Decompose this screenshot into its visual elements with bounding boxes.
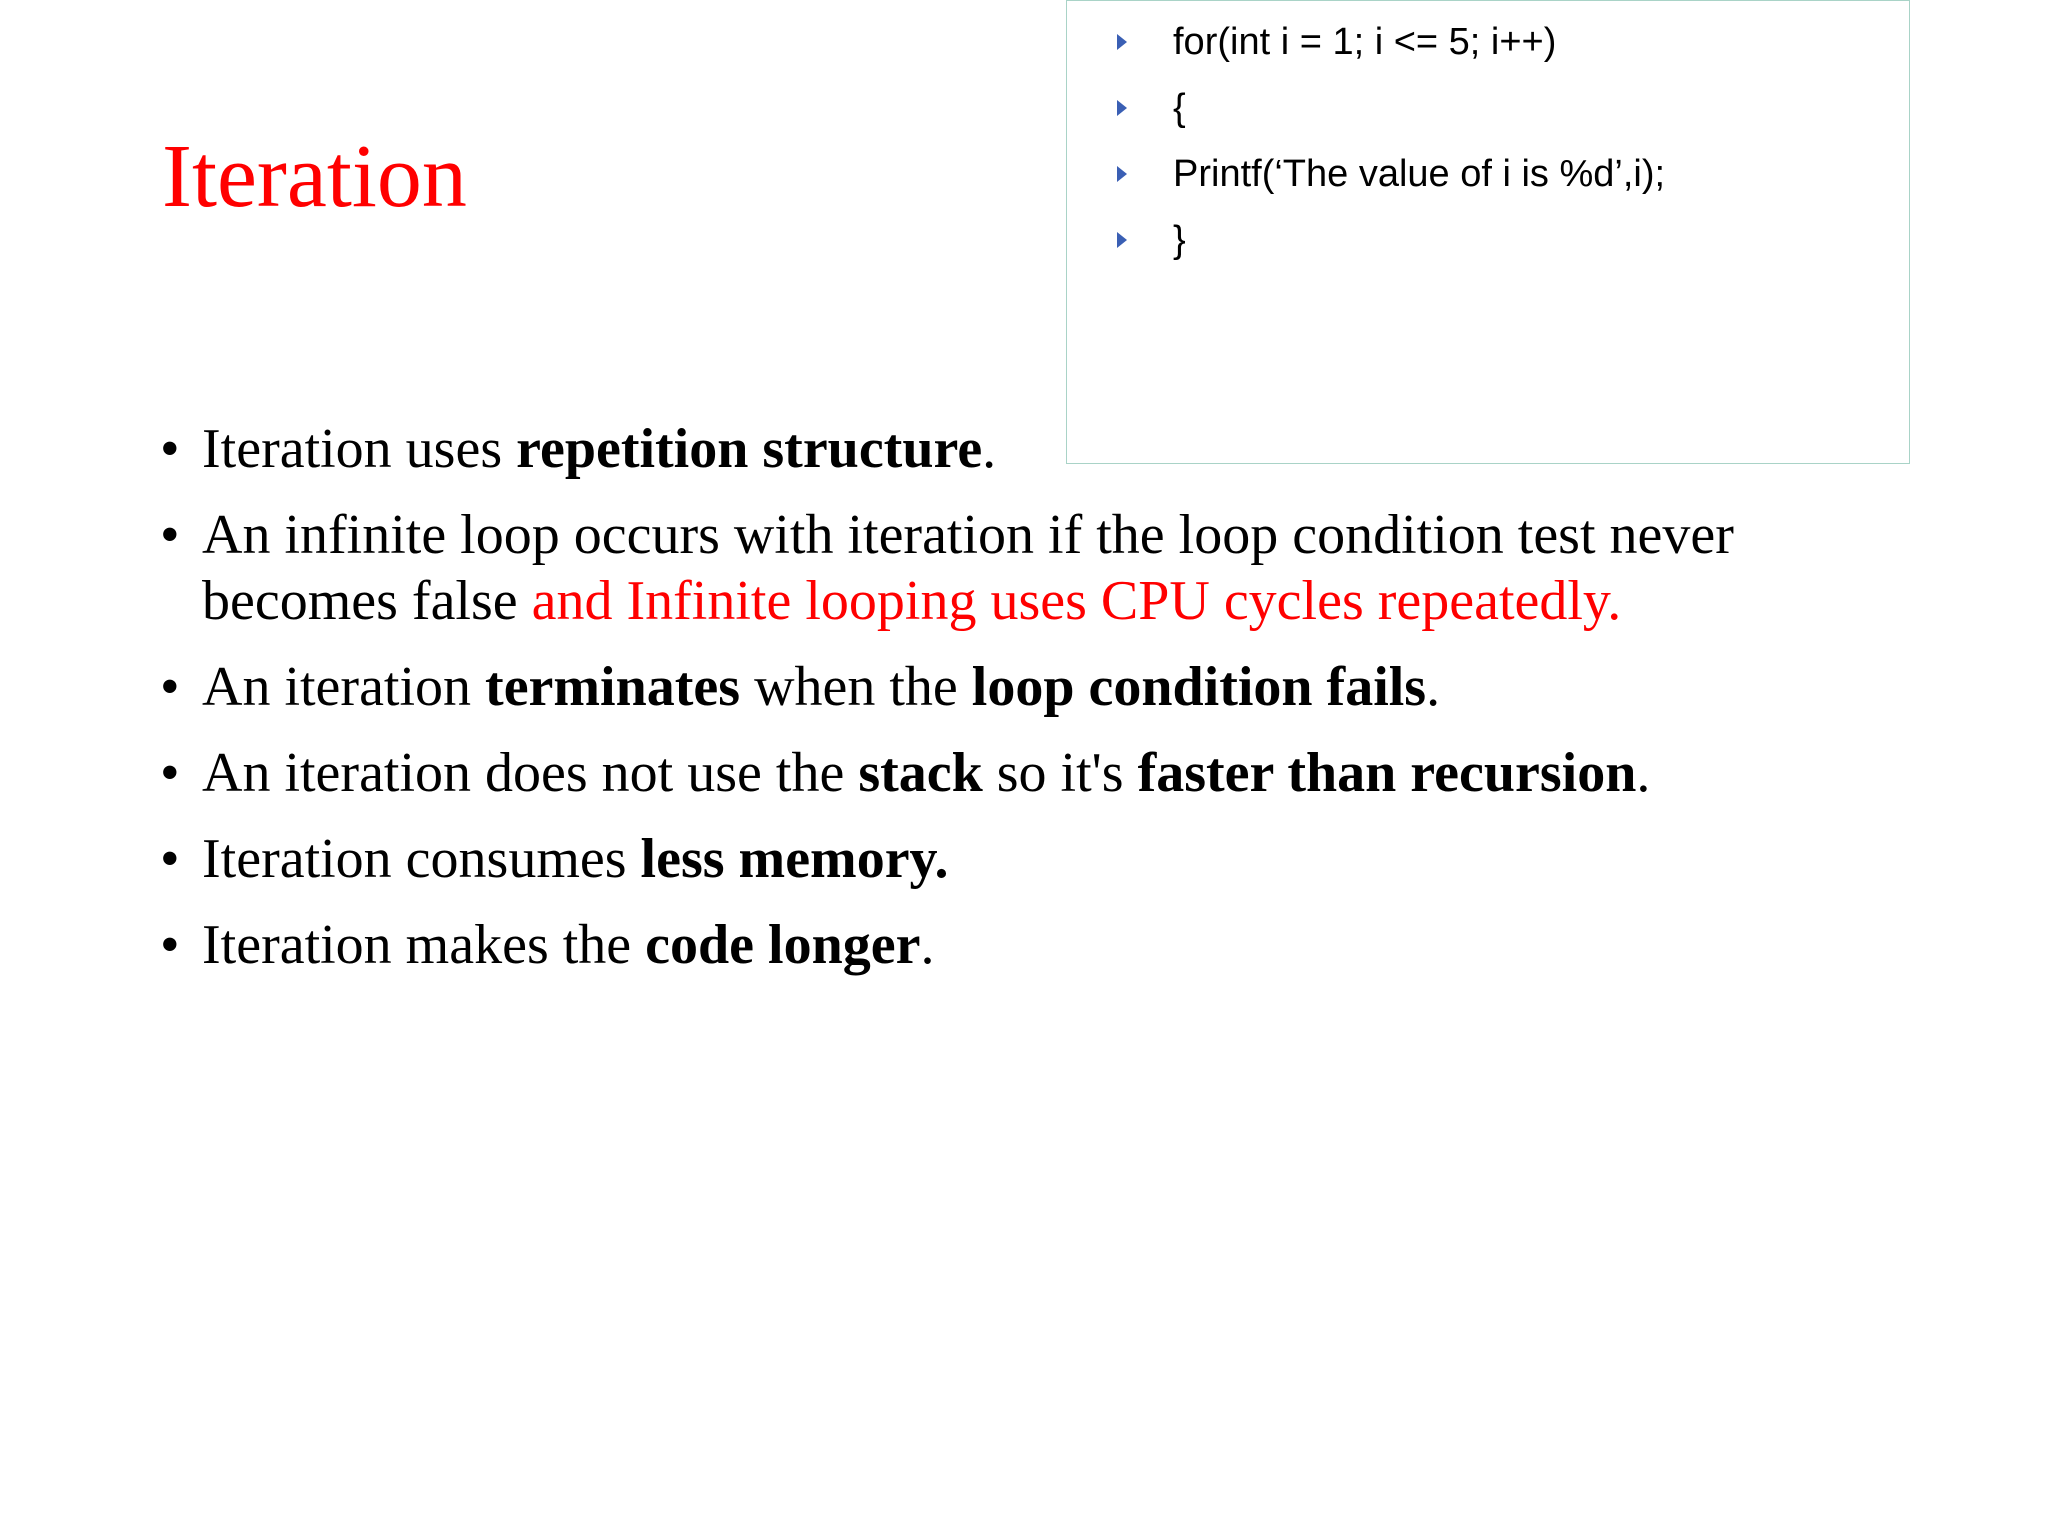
bullet-dot: •: [160, 656, 180, 718]
bullet-item: [160, 416, 1920, 482]
code-line: [1117, 141, 1665, 207]
triangle-right-icon: [1117, 100, 1127, 116]
bullet-text: .: [920, 914, 935, 976]
bullet-text: An iteration does not use the: [202, 742, 859, 804]
bullet-text: .: [1636, 742, 1651, 804]
bullet-dot: •: [160, 828, 180, 890]
triangle-right-icon: [1117, 166, 1127, 182]
code-line: [1117, 75, 1186, 141]
bullet-dot: •: [160, 914, 180, 976]
bullet-text: Iteration uses: [202, 418, 517, 480]
code-line-text: Printf(‘The value of i is %d’,i);: [1173, 152, 1666, 195]
bullet-emphasis: terminates: [485, 656, 741, 718]
code-line: [1117, 207, 1186, 273]
code-line-text: for(int i = 1; i <= 5; i++): [1173, 20, 1557, 63]
bullet-text: An infinite loop occurs with iteration if the loop condition test never becomes false: [202, 504, 1734, 632]
triangle-right-icon: [1117, 34, 1127, 50]
slide-title: Iteration: [162, 127, 467, 226]
bullet-text: .: [982, 418, 997, 480]
bullet-text: An iteration: [202, 656, 486, 718]
bullet-text: .: [1426, 656, 1441, 718]
bullet-text: when the: [740, 656, 972, 718]
bullet-dot: •: [160, 504, 180, 566]
bullet-text: so it's: [982, 742, 1138, 804]
code-line-text: }: [1173, 218, 1186, 261]
bullet-text: Iteration makes the: [202, 914, 646, 976]
triangle-right-icon: [1117, 232, 1127, 248]
bullet-item: [160, 502, 1920, 634]
bullet-emphasis: faster than recursion: [1137, 742, 1637, 804]
bullet-emphasis: code longer: [645, 914, 921, 976]
bullet-text: Iteration consumes: [202, 828, 641, 890]
code-example-box: [1066, 0, 1910, 464]
bullet-emphasis: less memory.: [640, 828, 949, 890]
bullet-dot: •: [160, 418, 180, 480]
bullet-dot: •: [160, 742, 180, 804]
bullet-item: [160, 912, 1920, 978]
code-line: [1117, 9, 1556, 75]
bullet-highlight: and Infinite looping uses CPU cycles repeatedly.: [531, 570, 1622, 632]
bullet-item: [160, 654, 1920, 720]
bullet-emphasis: repetition structure: [516, 418, 983, 480]
bullet-list: [160, 416, 1920, 998]
code-line-text: {: [1173, 86, 1186, 129]
bullet-item: [160, 740, 1920, 806]
bullet-emphasis: loop condition fails: [971, 656, 1427, 718]
bullet-emphasis: stack: [858, 742, 983, 804]
bullet-item: [160, 826, 1920, 892]
